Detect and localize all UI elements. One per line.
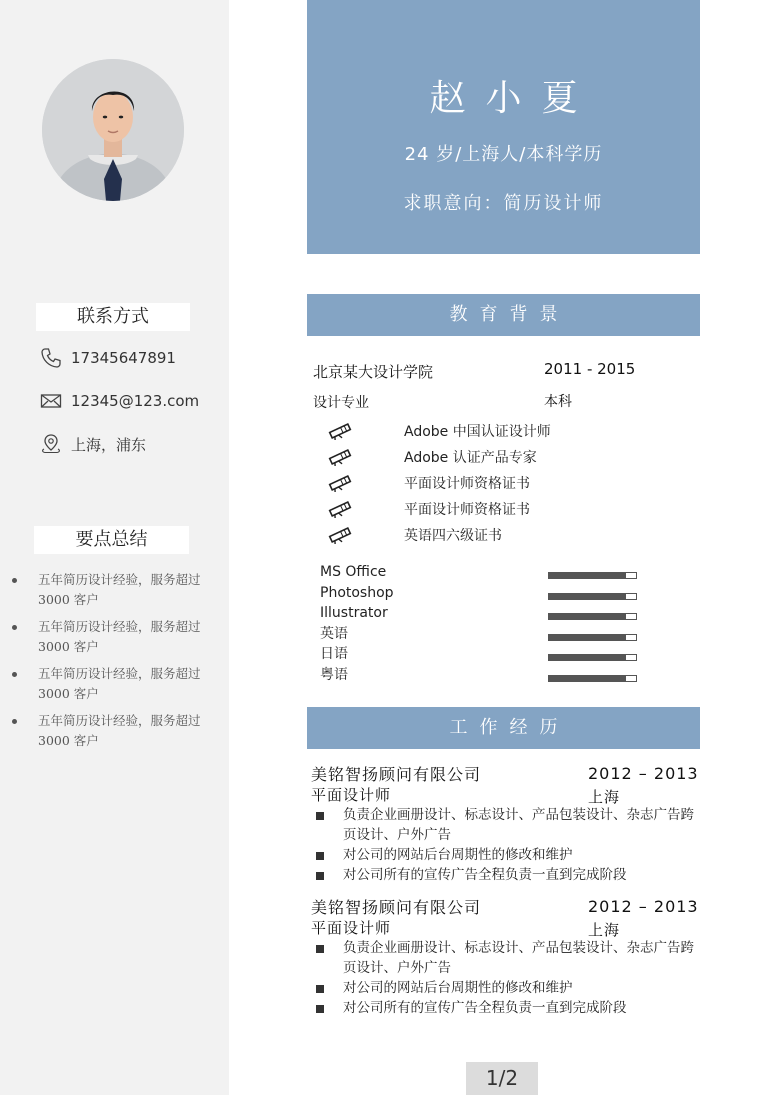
skill-level-bar [548,572,637,579]
candidate-info: 24 岁/上海人/本科学历 [404,144,603,165]
certificate-name: 英语四六级证书 [404,528,502,544]
location-text: 上海，浦东 [71,435,147,454]
major: 设计专业 [313,395,369,411]
job-objective: 求职意向：简历设计师 [403,193,604,214]
contact-email [40,389,199,413]
certificate-item [327,421,551,441]
candidate-name: 赵小夏 [429,78,598,119]
skill-level-bar [548,654,637,661]
list-item: 对公司的网站后台周期性的修改和维护 [316,845,696,865]
certificate-item [327,525,502,545]
list-item: 五年简历设计经验，服务超过 3000 客户 [10,570,215,610]
skill-level-fill [549,635,626,640]
certificate-item [327,499,530,519]
list-item: 对公司所有的宣传广告全程负责一直到完成阶段 [316,998,696,1018]
summary-section-title: 要点总结 [34,526,189,554]
skill-name: 日语 [320,646,348,663]
job-position: 平面设计师 [311,919,392,937]
skill-name: MS Office [320,564,387,580]
certificate-name: 平面设计师资格证书 [404,502,530,518]
mail-icon [40,390,62,412]
list-item: 五年简历设计经验，服务超过 3000 客户 [10,664,215,704]
job-place: 上海 [588,921,621,939]
certificate-icon [327,422,357,440]
contact-location [40,432,146,456]
certificate-name: Adobe 认证产品专家 [404,450,537,466]
list-item: 负责企业画册设计、标志设计、产品包装设计、杂志广告跨页设计、户外广告 [316,805,696,845]
degree: 本科 [544,394,572,410]
location-pin-icon [40,433,62,455]
work-section-title: 工作经历 [307,707,700,749]
school-name: 北京某大设计学院 [313,363,434,381]
skill-name: 粤语 [320,667,348,683]
skill-level-fill [549,573,626,578]
job-duties [316,938,696,1018]
skill-level-fill [549,655,626,660]
summary-list [10,570,215,758]
job-company: 美铭智扬顾问有限公司 [311,765,482,784]
list-item: 五年简历设计经验，服务超过 3000 客户 [10,711,215,751]
certificate-item [327,473,530,493]
job-period: 2012 – 2013 [588,897,699,916]
education-period: 2011 - 2015 [544,360,636,378]
skill-name: Photoshop [320,584,394,601]
certificate-name: 平面设计师资格证书 [404,476,530,492]
list-item: 对公司的网站后台周期性的修改和维护 [316,978,696,998]
list-item: 五年简历设计经验，服务超过 3000 客户 [10,617,215,657]
list-item: 对公司所有的宣传广告全程负责一直到完成阶段 [316,865,696,885]
sidebar [0,0,229,1095]
certificate-icon [327,474,357,492]
skill-level-bar [548,593,637,600]
job-duties [316,805,696,885]
list-item: 负责企业画册设计、标志设计、产品包装设计、杂志广告跨页设计、户外广告 [316,938,696,978]
certificate-icon [327,448,357,466]
email-address: 12345@123.com [71,392,200,410]
job-position: 平面设计师 [311,786,392,804]
skill-level-fill [549,594,626,599]
phone-icon [40,347,62,369]
avatar [42,59,184,201]
job-period: 2012 – 2013 [588,764,699,783]
header-block [307,0,700,254]
skill-level-bar [548,675,637,682]
skill-name: Illustrator [320,605,388,622]
job-place: 上海 [588,788,621,806]
contact-phone [40,346,176,370]
certificate-item [327,447,537,467]
job-company: 美铭智扬顾问有限公司 [311,898,482,917]
skill-level-fill [549,676,626,681]
skill-level-fill [549,614,626,619]
certificate-icon [327,500,357,518]
education-section-title: 教育背景 [307,294,700,336]
page-indicator: 1/2 [466,1062,538,1095]
skill-name: 英语 [320,625,348,642]
phone-number: 17345647891 [71,349,176,367]
certificate-icon [327,526,357,544]
skill-level-bar [548,613,637,620]
skill-level-bar [548,634,637,641]
certificate-name: Adobe 中国认证设计师 [404,424,551,440]
contact-section-title: 联系方式 [36,303,190,331]
